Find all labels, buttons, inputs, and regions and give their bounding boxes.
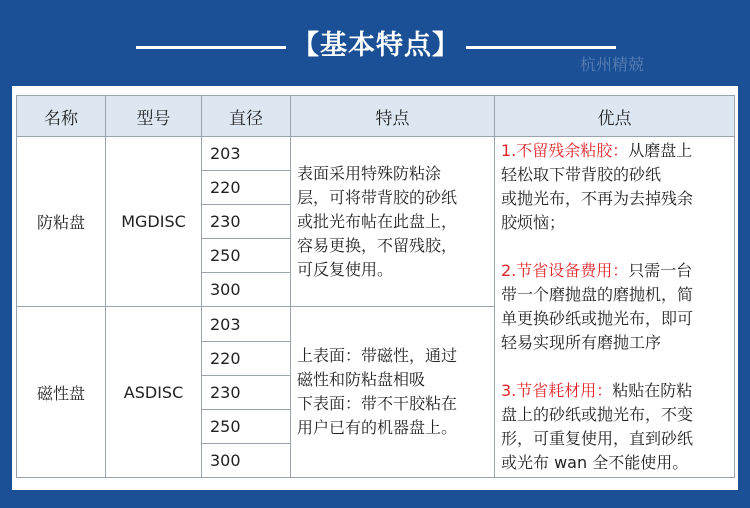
col-header-features: 特点 <box>291 96 495 137</box>
col-header-diameter: 直径 <box>202 96 291 137</box>
merit-1: 1.不留残余粘胶：从磨盘上 轻松取下带背胶的砂纸 或抛光布，不再为去掉残余 胶烦恼； <box>501 141 694 232</box>
product-name: 防粘盘 <box>17 137 106 307</box>
spec-table <box>16 95 735 478</box>
col-header-merits: 优点 <box>495 96 735 137</box>
merit-title: 3.节省耗材用： <box>501 381 613 400</box>
diameter-cell: 250 <box>202 410 291 444</box>
product-model: MGDISC <box>106 137 202 307</box>
table-row <box>17 137 735 171</box>
title-line-right <box>466 46 616 49</box>
table-header-row <box>17 96 735 137</box>
product-model: ASDISC <box>106 307 202 478</box>
col-header-name: 名称 <box>17 96 106 137</box>
col-header-model: 型号 <box>106 96 202 137</box>
header-banner <box>0 0 750 86</box>
diameter-cell: 300 <box>202 444 291 478</box>
diameter-cell: 230 <box>202 205 291 239</box>
product-name: 磁性盘 <box>17 307 106 478</box>
diameter-cell: 203 <box>202 307 291 342</box>
merit-title: 1.不留残余粘胶： <box>501 141 629 160</box>
content-panel <box>12 86 738 490</box>
diameter-cell: 230 <box>202 376 291 410</box>
page-title: 【基本特点】 <box>292 30 460 61</box>
diameter-cell: 220 <box>202 171 291 205</box>
features-cell: 上表面：带磁性，通过 磁性和防粘盘相吸 下表面：带不干胶粘在 用户已有的机器盘上。 <box>291 307 495 478</box>
merits-cell <box>495 137 735 478</box>
diameter-cell: 300 <box>202 273 291 307</box>
watermark: 杭州精兢 <box>580 55 645 74</box>
title-line-left <box>136 46 286 49</box>
merit-title: 2.节省设备费用： <box>501 261 629 280</box>
features-cell: 表面采用特殊防粘涂 层，可将带背胶的砂纸 或批光布帖在此盘上， 容易更换，不留残胶， 可反复使用。 <box>291 137 495 307</box>
diameter-cell: 203 <box>202 137 291 171</box>
diameter-cell: 250 <box>202 239 291 273</box>
merit-3: 3.节省耗材用：粘贴在防粘 盘上的砂纸或抛光布，不变 形，可重复使用，直到砂纸 或光布 wan 全不能使用。 <box>501 381 694 472</box>
diameter-cell: 220 <box>202 342 291 376</box>
merit-2: 2.节省设备费用：只需一台 带一个磨抛盘的磨抛机，简 单更换砂纸或抛光布，即可 轻易实现所有磨抛工序 <box>501 261 694 352</box>
